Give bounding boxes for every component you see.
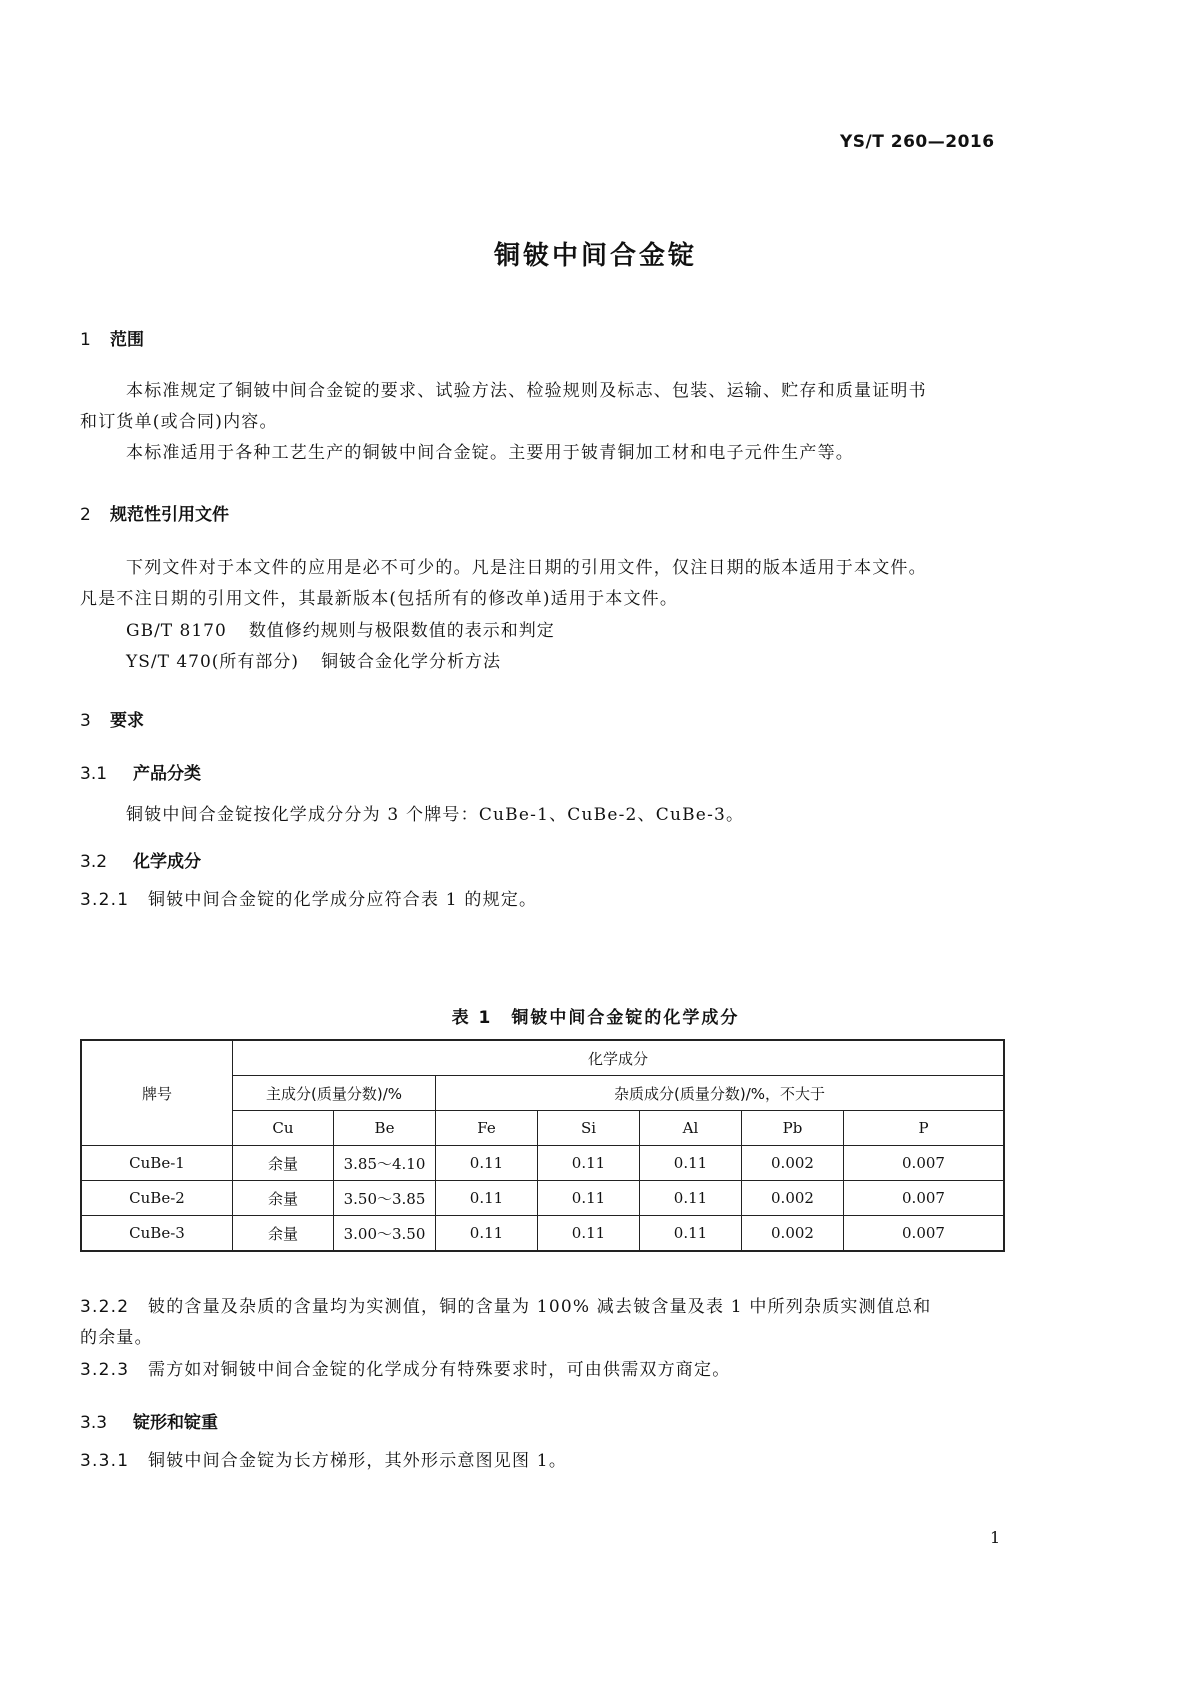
value-cell: 0.007: [844, 1146, 1005, 1181]
section-3-heading: [80, 706, 144, 731]
clause-number: 3.3.1: [80, 1451, 130, 1471]
scope-paragraph-2: 本标准适用于各种工艺生产的铜铍中间合金锭。主要用于铍青铜加工材和电子元件生产等。: [126, 443, 854, 463]
normative-refs-paragraph: 下列文件对于本文件的应用是必不可少的。凡是注日期的引用文件，仅注日期的版本适用于本文件。凡是不注日期的引用文件，其最新版本(包括所有的修改单)适用于本文件。: [80, 558, 927, 609]
standard-code: YS/T 260—2016: [840, 132, 995, 152]
element-header: Be: [334, 1111, 436, 1146]
value-cell: 3.85～4.10: [334, 1146, 436, 1181]
section-2-heading: [80, 500, 229, 525]
value-cell: 3.50～3.85: [334, 1181, 436, 1216]
clause-3-2-2: [80, 1292, 942, 1354]
value-cell: 0.002: [742, 1216, 844, 1252]
reference-code: GB/T 8170: [126, 621, 227, 641]
grade-cell: CuBe-2: [81, 1181, 233, 1216]
grade-cell: CuBe-3: [81, 1216, 233, 1252]
grade-cell: CuBe-1: [81, 1146, 233, 1181]
element-header: Fe: [436, 1111, 538, 1146]
value-cell: 0.11: [538, 1146, 640, 1181]
scope-paragraph-1: 本标准规定了铜铍中间合金锭的要求、试验方法、检验规则及标志、包装、运输、贮存和质量证明书和订货单(或合同)内容。: [80, 381, 927, 432]
clause-number: 3.2.1: [80, 890, 130, 910]
value-cell: 0.11: [538, 1181, 640, 1216]
table-row: [81, 1216, 1004, 1252]
value-cell: 0.002: [742, 1146, 844, 1181]
element-header: P: [844, 1111, 1005, 1146]
clause-text: 铜铍中间合金锭的化学成分应符合表 1 的规定。: [148, 890, 538, 910]
clause-number: 3.2.3: [80, 1360, 130, 1380]
element-header: Si: [538, 1111, 640, 1146]
section-number: 3: [80, 711, 91, 731]
value-cell: 0.11: [640, 1181, 742, 1216]
value-cell: 0.11: [436, 1181, 538, 1216]
section-title: 产品分类: [133, 764, 201, 784]
clause-number: 3.2.2: [80, 1297, 130, 1317]
clause-text: 需方如对铜铍中间合金锭的化学成分有特殊要求时，可由供需双方商定。: [148, 1360, 731, 1380]
section-3-2-heading: [80, 847, 201, 872]
section-number: 3.3: [80, 1413, 108, 1433]
value-cell: 余量: [233, 1146, 334, 1181]
value-cell: 余量: [233, 1181, 334, 1216]
value-cell: 0.11: [538, 1216, 640, 1252]
clause-text: 铍的含量及杂质的含量均为实测值，铜的含量为 100% 减去铍含量及表 1 中所列杂质实测值总和的余量。: [80, 1297, 932, 1348]
table-row: [81, 1146, 1004, 1181]
clause-3-3-1: [80, 1446, 567, 1477]
value-cell: 0.007: [844, 1216, 1005, 1252]
section-number: 1: [80, 330, 91, 350]
product-classification-paragraph: 铜铍中间合金锭按化学成分分为 3 个牌号：CuBe-1、CuBe-2、CuBe-3。: [126, 805, 745, 825]
section-title: 范围: [110, 330, 144, 350]
section-number: 3.2: [80, 852, 108, 872]
value-cell: 0.002: [742, 1181, 844, 1216]
chemical-composition-table: [80, 1039, 1005, 1252]
section-title: 化学成分: [133, 852, 201, 872]
reference-title: 铜铍合金化学分析方法: [321, 652, 502, 672]
section-1-heading: [80, 325, 144, 350]
clause-text: 铜铍中间合金锭为长方梯形，其外形示意图见图 1。: [148, 1451, 568, 1471]
header-main-components: 主成分(质量分数)/%: [233, 1076, 436, 1111]
clause-3-2-1: [80, 885, 537, 916]
section-3-1-heading: [80, 759, 201, 784]
reference-title: 数值修约规则与极限数值的表示和判定: [248, 621, 555, 641]
value-cell: 0.11: [640, 1146, 742, 1181]
table-row: [81, 1181, 1004, 1216]
element-header: Pb: [742, 1111, 844, 1146]
element-header: Al: [640, 1111, 742, 1146]
reference-code: YS/T 470(所有部分): [126, 652, 300, 672]
document-title: 铜铍中间合金锭: [493, 241, 697, 271]
page-number: 1: [990, 1528, 1001, 1547]
reference-item: [126, 647, 501, 672]
header-impurities: 杂质成分(质量分数)/%，不大于: [436, 1076, 1005, 1111]
header-chemical-composition: 化学成分: [233, 1040, 1005, 1076]
element-header: Cu: [233, 1111, 334, 1146]
table-caption: 表 1 铜铍中间合金锭的化学成分: [451, 1008, 740, 1028]
section-title: 规范性引用文件: [110, 505, 229, 525]
value-cell: 0.007: [844, 1181, 1005, 1216]
section-3-3-heading: [80, 1408, 218, 1433]
section-number: 3.1: [80, 764, 108, 784]
section-number: 2: [80, 505, 91, 525]
section-title: 锭形和锭重: [133, 1413, 218, 1433]
value-cell: 0.11: [436, 1216, 538, 1252]
value-cell: 3.00～3.50: [334, 1216, 436, 1252]
value-cell: 余量: [233, 1216, 334, 1252]
value-cell: 0.11: [436, 1146, 538, 1181]
reference-item: [126, 616, 555, 641]
value-cell: 0.11: [640, 1216, 742, 1252]
section-title: 要求: [110, 711, 144, 731]
header-grade: 牌号: [81, 1040, 233, 1146]
clause-3-2-3: [80, 1355, 730, 1386]
